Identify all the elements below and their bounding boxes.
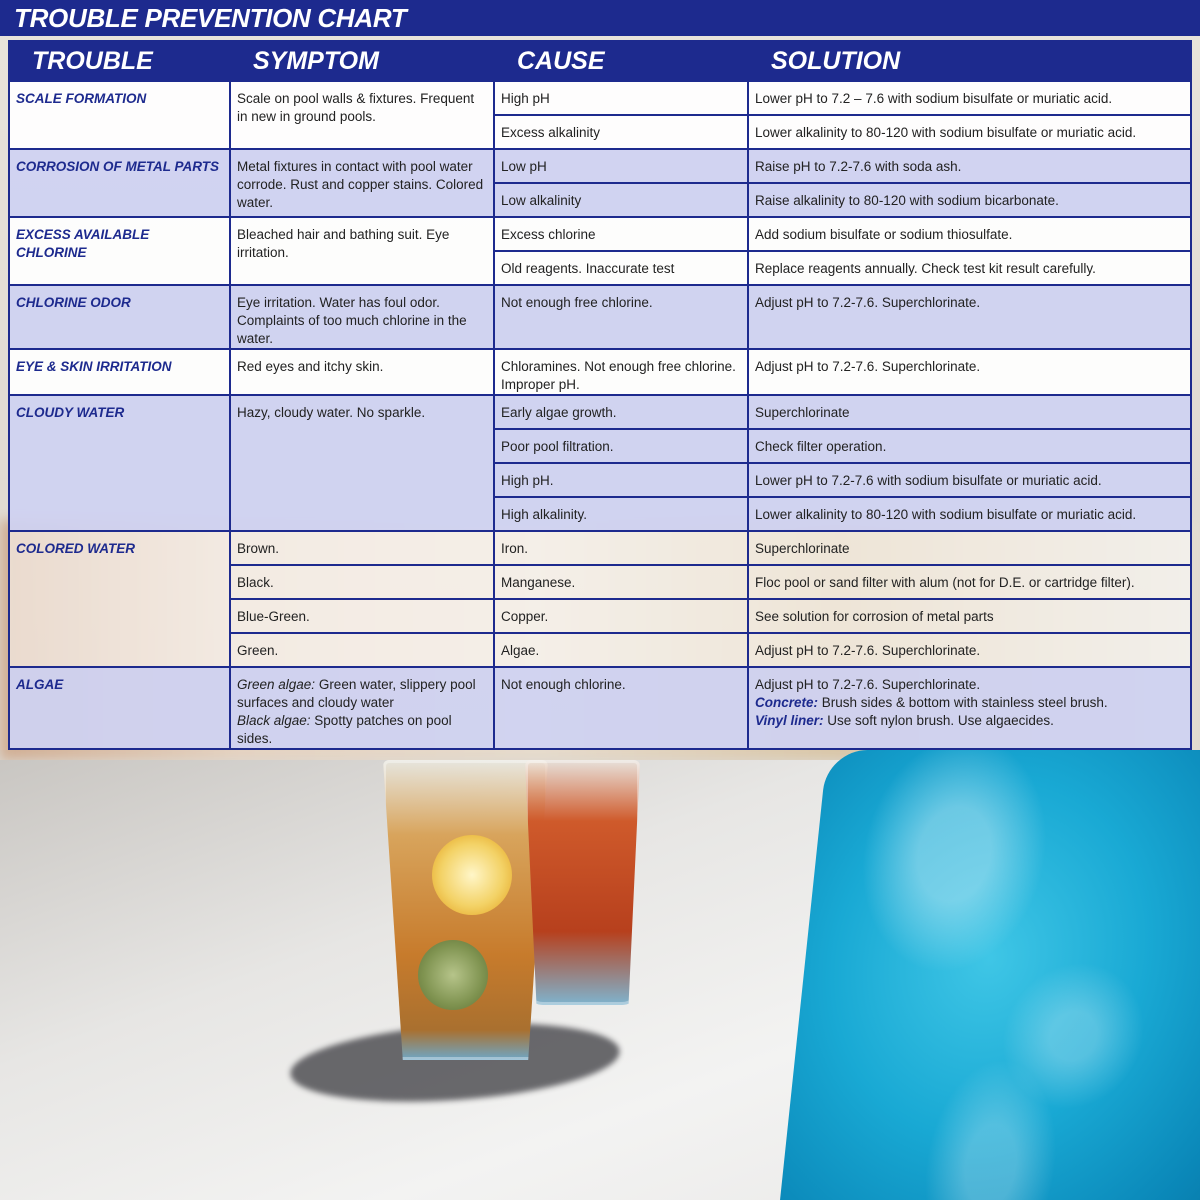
trouble-cell: EYE & SKIN IRRITATION [9,349,230,395]
solution-cell: Adjust pH to 7.2-7.6. Superchlorinate. [748,633,1191,667]
solution-cell: Adjust pH to 7.2-7.6. Superchlorinate. [748,285,1191,349]
symptom-cell: Eye irritation. Water has foul odor. Complaints of too much chlorine in the water. [230,285,494,349]
cause-cell: Low pH [494,149,748,183]
cause-cell: High pH [494,81,748,115]
lemon-slice [432,835,512,915]
header-row [9,41,1191,81]
solution-cell: Raise alkalinity to 80-120 with sodium bicarbonate. [748,183,1191,217]
solution-part [755,712,1184,730]
trouble-prevention-table [8,40,1192,750]
solution-cell: Lower pH to 7.2-7.6 with sodium bisulfate or muriatic acid. [748,463,1191,497]
trouble-cell: CORROSION OF METAL PARTS [9,149,230,217]
solution-cell: Adjust pH to 7.2-7.6. Superchlorinate. [748,349,1191,395]
cause-cell: Copper. [494,599,748,633]
solution-cell: Raise pH to 7.2-7.6 with soda ash. [748,149,1191,183]
solution-cell: Check filter operation. [748,429,1191,463]
symptom-part-label: Black algae: [237,713,311,728]
solution-part-label: Concrete: [755,695,819,710]
symptom-cell: Hazy, cloudy water. No sparkle. [230,395,494,531]
symptom-cell: Black. [230,565,494,599]
table-row [9,667,1191,749]
solution-part-text: Use soft nylon brush. Use algaecides. [823,713,1054,728]
red-drink-glass [525,760,640,1005]
table-row [9,395,1191,429]
header-trouble: TROUBLE [9,41,230,81]
symptom-part [237,712,487,748]
solution-cell: Lower pH to 7.2 – 7.6 with sodium bisulfate or muriatic acid. [748,81,1191,115]
cause-cell: Excess alkalinity [494,115,748,149]
symptom-cell: Brown. [230,531,494,565]
solution-cell [748,667,1191,749]
solution-main: Adjust pH to 7.2-7.6. Superchlorinate. [755,677,981,692]
solution-part-text: Brush sides & bottom with stainless steel brush. [818,695,1108,710]
trouble-cell: EXCESS AVAILABLE CHLORINE [9,217,230,285]
cause-cell: Poor pool filtration. [494,429,748,463]
symptom-cell [230,667,494,749]
symptom-cell: Green. [230,633,494,667]
solution-cell: Superchlorinate [748,531,1191,565]
cause-cell: Early algae growth. [494,395,748,429]
chart-title: TROUBLE PREVENTION CHART [14,3,407,33]
cause-cell: Not enough free chlorine. [494,285,748,349]
symptom-cell: Red eyes and itchy skin. [230,349,494,395]
cause-cell: Algae. [494,633,748,667]
solution-part-label: Vinyl liner: [755,713,824,728]
trouble-cell: ALGAE [9,667,230,749]
symptom-cell: Metal fixtures in contact with pool water corrode. Rust and copper stains. Colored water. [230,149,494,217]
cause-cell: High pH. [494,463,748,497]
header-cause: CAUSE [494,41,748,81]
cause-cell: Chloramines. Not enough free chlorine. Improper pH. [494,349,748,395]
solution-cell: Lower alkalinity to 80-120 with sodium bisulfate or muriatic acid. [748,115,1191,149]
symptom-part-label: Green algae: [237,677,316,692]
trouble-cell: COLORED WATER [9,531,230,667]
lime-slice [418,940,488,1010]
table-row [9,149,1191,183]
solution-cell: Superchlorinate [748,395,1191,429]
solution-cell: Lower alkalinity to 80-120 with sodium bisulfate or muriatic acid. [748,497,1191,531]
symptom-part-text: Spotty patches on pool sides. [237,713,452,746]
solution-cell: Replace reagents annually. Check test kit result carefully. [748,251,1191,285]
header-solution: SOLUTION [748,41,1191,81]
symptom-cell: Bleached hair and bathing suit. Eye irritation. [230,217,494,285]
symptom-cell: Blue-Green. [230,599,494,633]
cause-cell: Old reagents. Inaccurate test [494,251,748,285]
trouble-cell: SCALE FORMATION [9,81,230,149]
table-row [9,285,1191,349]
cause-cell: Iron. [494,531,748,565]
cause-cell: High alkalinity. [494,497,748,531]
cause-cell: Excess chlorine [494,217,748,251]
cause-cell: Manganese. [494,565,748,599]
symptom-part [237,677,476,710]
table-row [9,349,1191,395]
cause-cell: Low alkalinity [494,183,748,217]
solution-cell: See solution for corrosion of metal parts [748,599,1191,633]
table-row [9,81,1191,115]
header-symptom: SYMPTOM [230,41,494,81]
table-row [9,217,1191,251]
trouble-cell: CLOUDY WATER [9,395,230,531]
pool-water [773,750,1200,1200]
solution-part [755,694,1184,712]
symptom-cell: Scale on pool walls & fixtures. Frequent in new in ground pools. [230,81,494,149]
table-row [9,531,1191,565]
solution-cell: Floc pool or sand filter with alum (not for D.E. or cartridge filter). [748,565,1191,599]
title-bar [0,0,1200,36]
symptom-part-text: Green water, slippery pool surfaces and cloudy water [237,677,476,710]
trouble-cell: CHLORINE ODOR [9,285,230,349]
solution-cell: Add sodium bisulfate or sodium thiosulfate. [748,217,1191,251]
cause-cell: Not enough chlorine. [494,667,748,749]
